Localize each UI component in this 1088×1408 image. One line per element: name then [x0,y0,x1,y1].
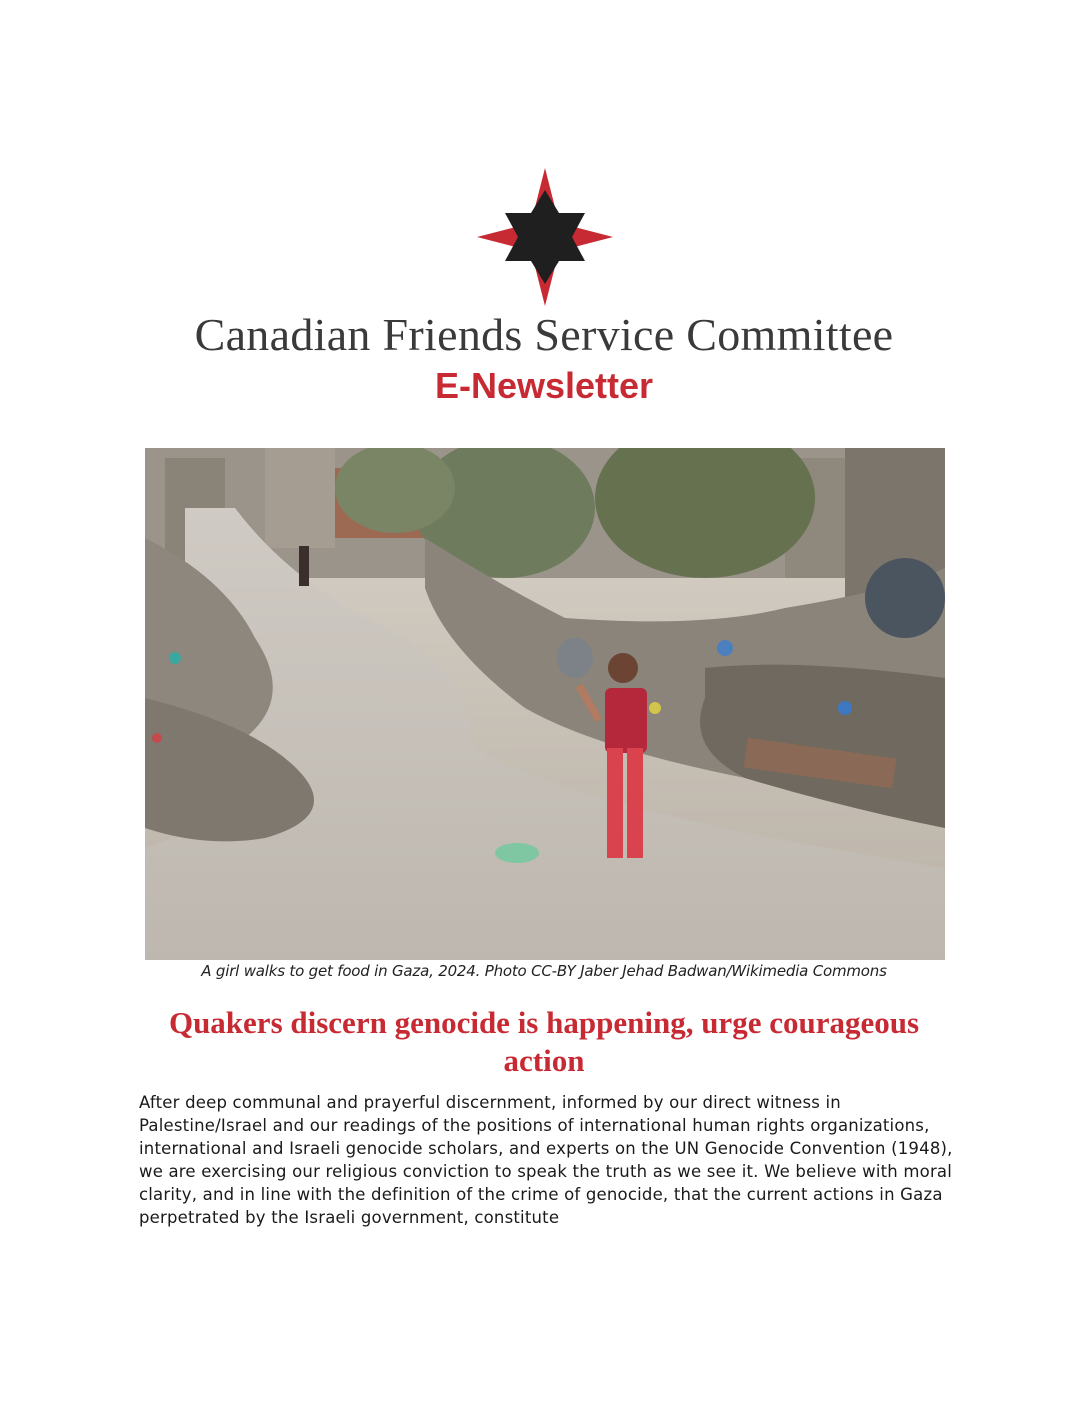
article-headline: Quakers discern genocide is happening, urge courageous action [168,1005,920,1078]
photo-caption: A girl walks to get food in Gaza, 2024. Photo CC-BY Jaber Jehad Badwan/Wikimedia Commons [201,962,887,980]
organization-name: Canadian Friends Service Committee [194,309,894,360]
article-body: After deep communal and prayerful discernment, informed by our direct witness in Palestine/Israel and our readings of the positions of international human rights organizations, international and Israeli genocide scholars, and experts on the UN Genocide Convention (1948), we are exercising our religious conviction to speak the truth as we see it. We believe with moral clarity, and in line with the definition of the crime of genocide, that the current actions in Gaza perpetrated by the Israeli government, constitute [139,1093,953,1227]
feature-photo [145,448,945,960]
star-icon [475,166,615,308]
newsletter-title: E-Newsletter [434,365,654,406]
